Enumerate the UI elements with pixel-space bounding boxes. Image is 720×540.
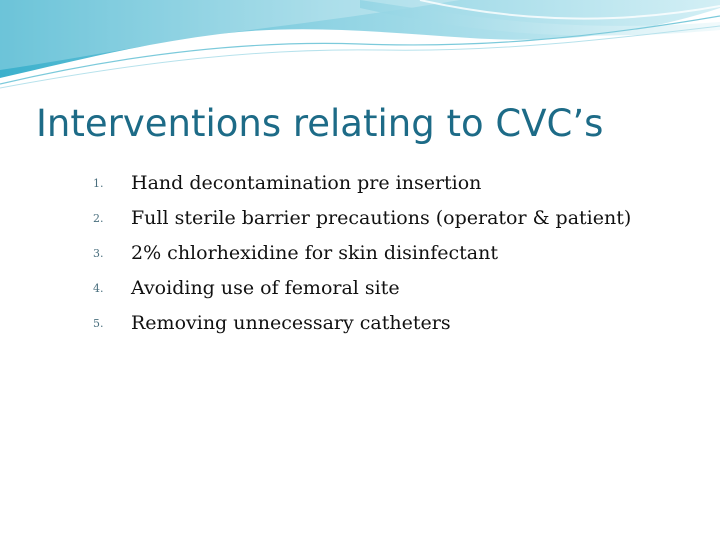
slide-title: Interventions relating to CVC’s [36,102,604,145]
list-item-number: 2. [93,212,104,225]
list-item [0,168,700,203]
list-item [0,203,700,238]
list-item-text: Removing unnecessary catheters [131,312,451,334]
list-item [0,308,700,343]
list-item-text: Avoiding use of femoral site [131,277,400,299]
list-item-number: 4. [93,282,104,295]
header-wave-decoration [0,0,720,90]
list-item-text: Full sterile barrier precautions (operator & patient) [131,207,632,229]
list-item [0,238,700,273]
list-item [0,273,700,308]
list-item-number: 1. [93,177,104,190]
list-item-text: 2% chlorhexidine for skin disinfectant [131,242,498,264]
intervention-list [0,168,700,343]
list-item-number: 5. [93,317,104,330]
list-item-text: Hand decontamination pre insertion [131,172,482,194]
list-item-number: 3. [93,247,104,260]
